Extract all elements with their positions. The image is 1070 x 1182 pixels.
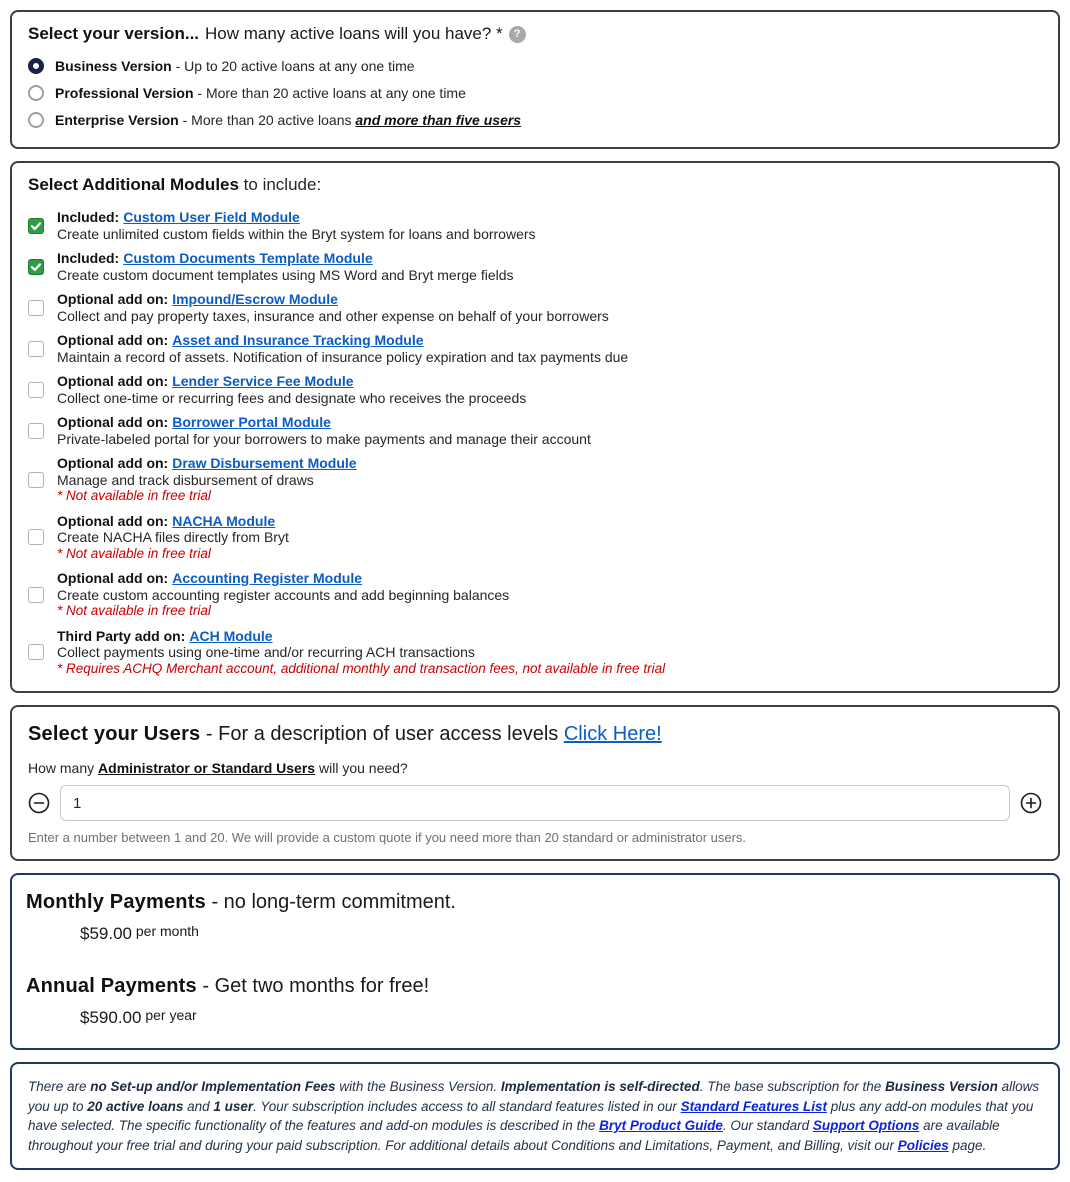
checkbox-unchecked-icon[interactable] [28, 587, 44, 603]
version-title-rest: How many active loans will you have? * [205, 24, 503, 43]
module-desc: Collect one-time or recurring fees and designate who receives the proceeds [57, 389, 527, 406]
option-desc: - More than 20 active loans [178, 111, 356, 128]
standard-features-list-link[interactable]: Standard Features List [680, 1098, 827, 1114]
version-section-title [28, 24, 1042, 44]
module-label: Third Party add on: ACH Module [57, 627, 273, 644]
module-link[interactable]: Impound/Escrow Module [172, 291, 338, 307]
modules-section [10, 161, 1060, 693]
option-desc: - More than 20 active loans at any one time [193, 84, 466, 101]
user-count-stepper [28, 785, 1042, 821]
module-desc: Create custom accounting register accounts and add beginning balances [57, 586, 510, 603]
checkbox-unchecked-icon[interactable] [28, 300, 44, 316]
module-item-custom-user-field [28, 209, 1042, 242]
module-item-accounting-register [28, 570, 1042, 620]
module-link[interactable]: Draw Disbursement Module [172, 455, 357, 471]
module-item-borrower-portal [28, 414, 1042, 447]
modules-section-title [28, 175, 1042, 195]
annual-unit: per year [141, 1007, 197, 1023]
module-link[interactable]: Accounting Register Module [172, 570, 363, 586]
monthly-payments-title: Monthly Payments - no long-term commitment. [26, 891, 456, 913]
version-title-bold: Select your version... [28, 24, 200, 43]
user-count-input[interactable] [60, 785, 1010, 821]
decrement-button[interactable] [28, 792, 50, 814]
checkbox-unchecked-icon[interactable] [28, 644, 44, 660]
modules-title-rest: to include: [238, 175, 322, 194]
module-link[interactable]: Custom Documents Template Module [123, 250, 373, 266]
policies-link[interactable]: Policies [897, 1137, 949, 1153]
user-count-hint: Enter a number between 1 and 20. We will provide a custom quote if you need more than 20 standard or administrator users. [28, 830, 747, 845]
module-label: Optional add on: Lender Service Fee Module [57, 373, 354, 389]
radio-selected-icon[interactable] [28, 58, 44, 74]
module-desc: Private-labeled portal for your borrowers to make payments and manage their account [57, 430, 591, 447]
module-label: Optional add on: Impound/Escrow Module [57, 291, 338, 307]
annual-amount: $590.00 [80, 1008, 142, 1027]
module-label: Optional add on: NACHA Module [57, 512, 276, 529]
module-note: * Not available in free trial [57, 603, 211, 618]
module-link[interactable]: ACH Module [189, 627, 273, 644]
bryt-product-guide-link[interactable]: Bryt Product Guide [599, 1118, 723, 1133]
terms-section [10, 1062, 1060, 1170]
monthly-amount: $59.00 [80, 924, 132, 943]
radio-option-business[interactable] [28, 52, 1042, 79]
users-title-bold: Select your Users [28, 723, 201, 745]
module-item-lender-service-fee [28, 373, 1042, 406]
click-here-link[interactable]: Click Here! [563, 723, 662, 745]
module-link[interactable]: Lender Service Fee Module [172, 373, 354, 389]
module-desc: Create unlimited custom fields within the Bryt system for loans and borrowers [57, 225, 536, 242]
module-desc: Collect and pay property taxes, insurance and other expense on behalf of your borrowers [57, 307, 609, 324]
module-desc: Manage and track disbursement of draws [57, 471, 314, 488]
module-note: * Requires ACHQ Merchant account, additional monthly and transaction fees, not available in free trial [57, 660, 666, 676]
option-desc: - Up to 20 active loans at any one time [171, 57, 415, 74]
checkbox-unchecked-icon[interactable] [28, 341, 44, 357]
radio-option-professional[interactable] [28, 79, 1042, 106]
users-title-rest: - For a description of user access levels [200, 723, 564, 745]
module-label: Optional add on: Accounting Register Module [57, 570, 363, 586]
module-item-custom-documents [28, 250, 1042, 283]
module-link[interactable]: Borrower Portal Module [172, 414, 331, 430]
checkbox-unchecked-icon[interactable] [28, 382, 44, 398]
monthly-unit: per month [132, 923, 199, 939]
checkbox-checked-icon[interactable] [28, 259, 44, 275]
users-section [10, 705, 1060, 861]
checkbox-unchecked-icon[interactable] [28, 423, 44, 439]
annual-price [80, 1007, 1044, 1028]
checkbox-unchecked-icon[interactable] [28, 472, 44, 488]
module-item-nacha [28, 513, 1042, 563]
option-desc-emphasis: and more than five users [355, 111, 522, 128]
radio-unselected-icon[interactable] [28, 112, 44, 128]
checkbox-checked-icon[interactable] [28, 218, 44, 234]
module-item-impound-escrow [28, 291, 1042, 324]
checkbox-unchecked-icon[interactable] [28, 529, 44, 545]
module-note: * Not available in free trial [57, 545, 211, 561]
module-item-ach [28, 628, 1042, 678]
module-link[interactable]: Asset and Insurance Tracking Module [172, 332, 424, 348]
option-label: Business Version [55, 57, 172, 74]
module-label: Optional add on: Asset and Insurance Tracking Module [57, 332, 424, 348]
increment-button[interactable] [1020, 792, 1042, 814]
radio-option-enterprise[interactable] [28, 106, 1042, 133]
support-options-link[interactable]: Support Options [812, 1118, 920, 1133]
version-section [10, 10, 1060, 149]
help-icon[interactable]: ? [509, 26, 526, 43]
radio-option-professional-text [55, 85, 466, 101]
option-label: Enterprise Version [55, 111, 179, 128]
module-label: Included: Custom Documents Template Module [57, 250, 373, 266]
module-desc: Collect payments using one-time and/or recurring ACH transactions [57, 644, 475, 660]
module-note: * Not available in free trial [57, 488, 211, 503]
module-desc: Maintain a record of assets. Notification of insurance policy expiration and tax payments due [57, 348, 629, 365]
module-link[interactable]: NACHA Module [172, 512, 276, 529]
module-item-draw-disbursement [28, 455, 1042, 505]
users-question: How many Administrator or Standard Users will you need? [28, 760, 408, 776]
module-label: Optional add on: Borrower Portal Module [57, 414, 331, 430]
users-section-title [28, 723, 1042, 746]
radio-option-business-text [55, 58, 415, 74]
monthly-price [80, 923, 1044, 944]
module-label: Included: Custom User Field Module [57, 209, 300, 225]
option-label: Professional Version [55, 84, 194, 101]
module-link[interactable]: Custom User Field Module [123, 209, 300, 225]
payments-section [10, 873, 1060, 1050]
module-desc: Create custom document templates using MS Word and Bryt merge fields [57, 266, 514, 283]
radio-unselected-icon[interactable] [28, 85, 44, 101]
modules-title-bold: Select Additional Modules [28, 175, 239, 194]
radio-option-enterprise-text [55, 112, 521, 128]
annual-payments-title: Annual Payments - Get two months for free! [26, 975, 430, 997]
module-item-asset-insurance [28, 332, 1042, 365]
module-desc: Create NACHA files directly from Bryt [57, 529, 289, 545]
module-label: Optional add on: Draw Disbursement Module [57, 455, 357, 471]
terms-paragraph: There are no Set-up and/or Implementation Fees with the Business Version. Implementation is self-directed. The base subscription for the Business Version allows you up to 20 active loans and 1 user. Your subscription includes access to all standard features listed in our Standard Features List plus any add-on modules that you have selected. The specific functionality of the features and add-on modules is described in the Bryt Product Guide. Our standard Support Options are available throughout your free trial and during your paid subscription. For additional details about Conditions and Limitations, Payment, and Billing, visit our Policies page. [28, 1079, 1040, 1153]
